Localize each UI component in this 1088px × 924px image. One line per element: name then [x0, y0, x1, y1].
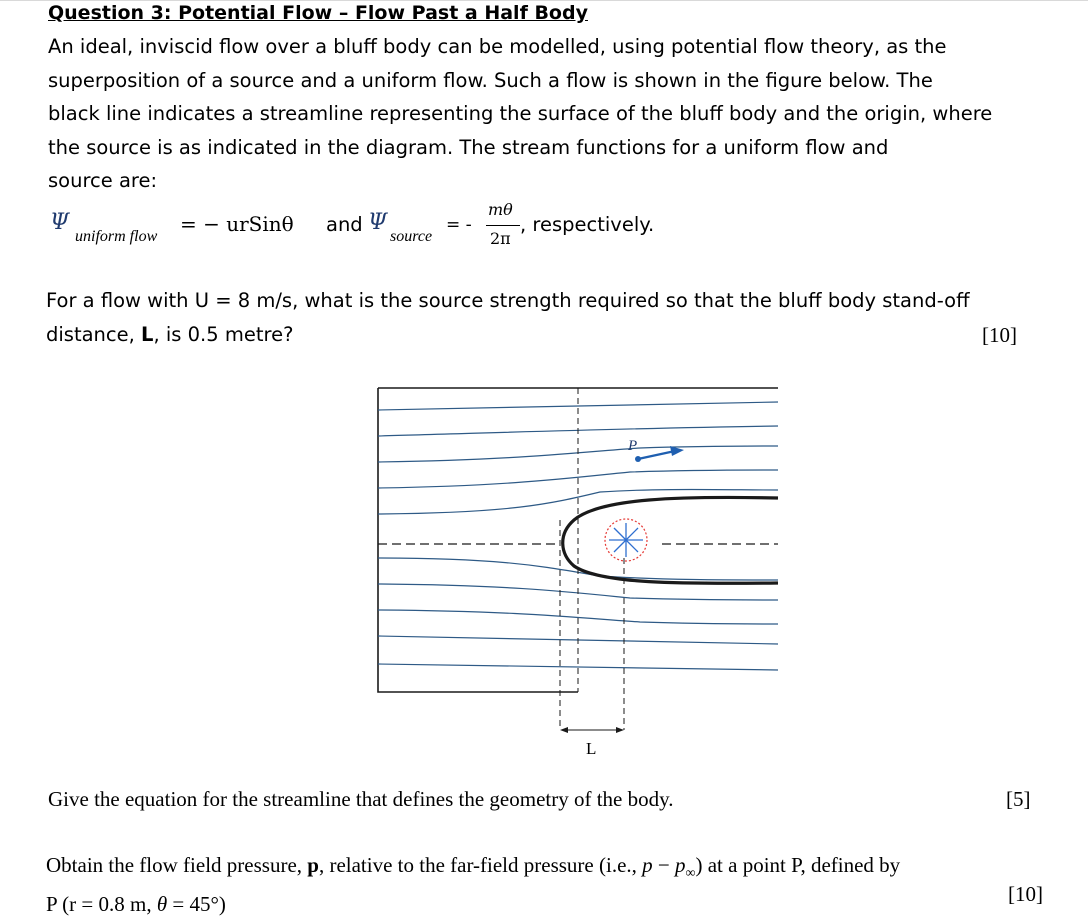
- fraction-bar: [486, 225, 520, 226]
- part-a-line: distance, L, is 0.5 metre?: [46, 322, 294, 346]
- dimension-arrow-right: [616, 727, 624, 733]
- part-c-text: [46, 850, 900, 920]
- intro-line: superposition of a source and a uniform flow. Such a flow is shown in the figure below. The: [48, 68, 933, 92]
- uniform-flow-expression: [180, 212, 294, 236]
- part-a-text: [46, 284, 970, 351]
- bluff-body-surface: [563, 497, 778, 583]
- distance-dimension: [560, 727, 624, 758]
- dimension-arrow-left: [560, 727, 568, 733]
- arrow-shaft: [638, 451, 675, 459]
- and-word: and: [326, 213, 363, 236]
- part-b-text: Give the equation for the streamline that defines the geometry of the body.: [48, 787, 674, 811]
- intro-line: source are:: [48, 169, 158, 192]
- intro-line: black line indicates a streamline representing the surface of the bluff body and the origin, where: [48, 102, 993, 125]
- source-rays: [609, 523, 643, 557]
- source-subscript: source: [390, 228, 433, 245]
- part-c-line: Obtain the flow field pressure, p, relative to the far-field pressure (i.e., $p - p_\infty$) at a point P, defined by: [46, 853, 901, 882]
- intro-paragraph: [48, 30, 992, 198]
- source-equals: = -: [446, 215, 472, 235]
- psi-symbol-2: Ψ: [368, 210, 388, 235]
- page-top-rule: [0, 0, 1088, 1]
- source-symbol: [605, 519, 647, 561]
- point-p-label: P: [628, 438, 638, 454]
- distance-label: L: [586, 739, 597, 758]
- part-c-marks: [10]: [1008, 882, 1043, 906]
- part-a-line: For a flow with U = 8 m/s, what is the source strength required so that the bluff body stand-off: [46, 289, 970, 312]
- part-b-marks: [5]: [1006, 787, 1031, 811]
- part-c-line: P (r = 0.8 m, θ = 45°): [46, 892, 226, 917]
- question-title: Question 3: Potential Flow – Flow Past a Half Body: [48, 2, 588, 24]
- uniform-flow-rhs: = − urSinθ: [180, 212, 294, 236]
- part-a-marks: [10]: [982, 323, 1017, 347]
- intro-line: the source is as indicated in the diagram. The stream functions for a uniform flow and: [48, 135, 889, 159]
- half-body-flow-figure: [370, 380, 790, 780]
- uniform-flow-subscript: uniform flow: [75, 228, 158, 245]
- intro-line: An ideal, inviscid flow over a bluff body can be modelled, using potential flow theory, as the: [48, 35, 947, 58]
- respectively-text: , respectively.: [520, 213, 655, 236]
- psi-symbol: Ψ: [50, 210, 70, 235]
- fraction-numerator: mθ: [488, 200, 513, 219]
- fraction-denominator: 2π: [490, 229, 511, 248]
